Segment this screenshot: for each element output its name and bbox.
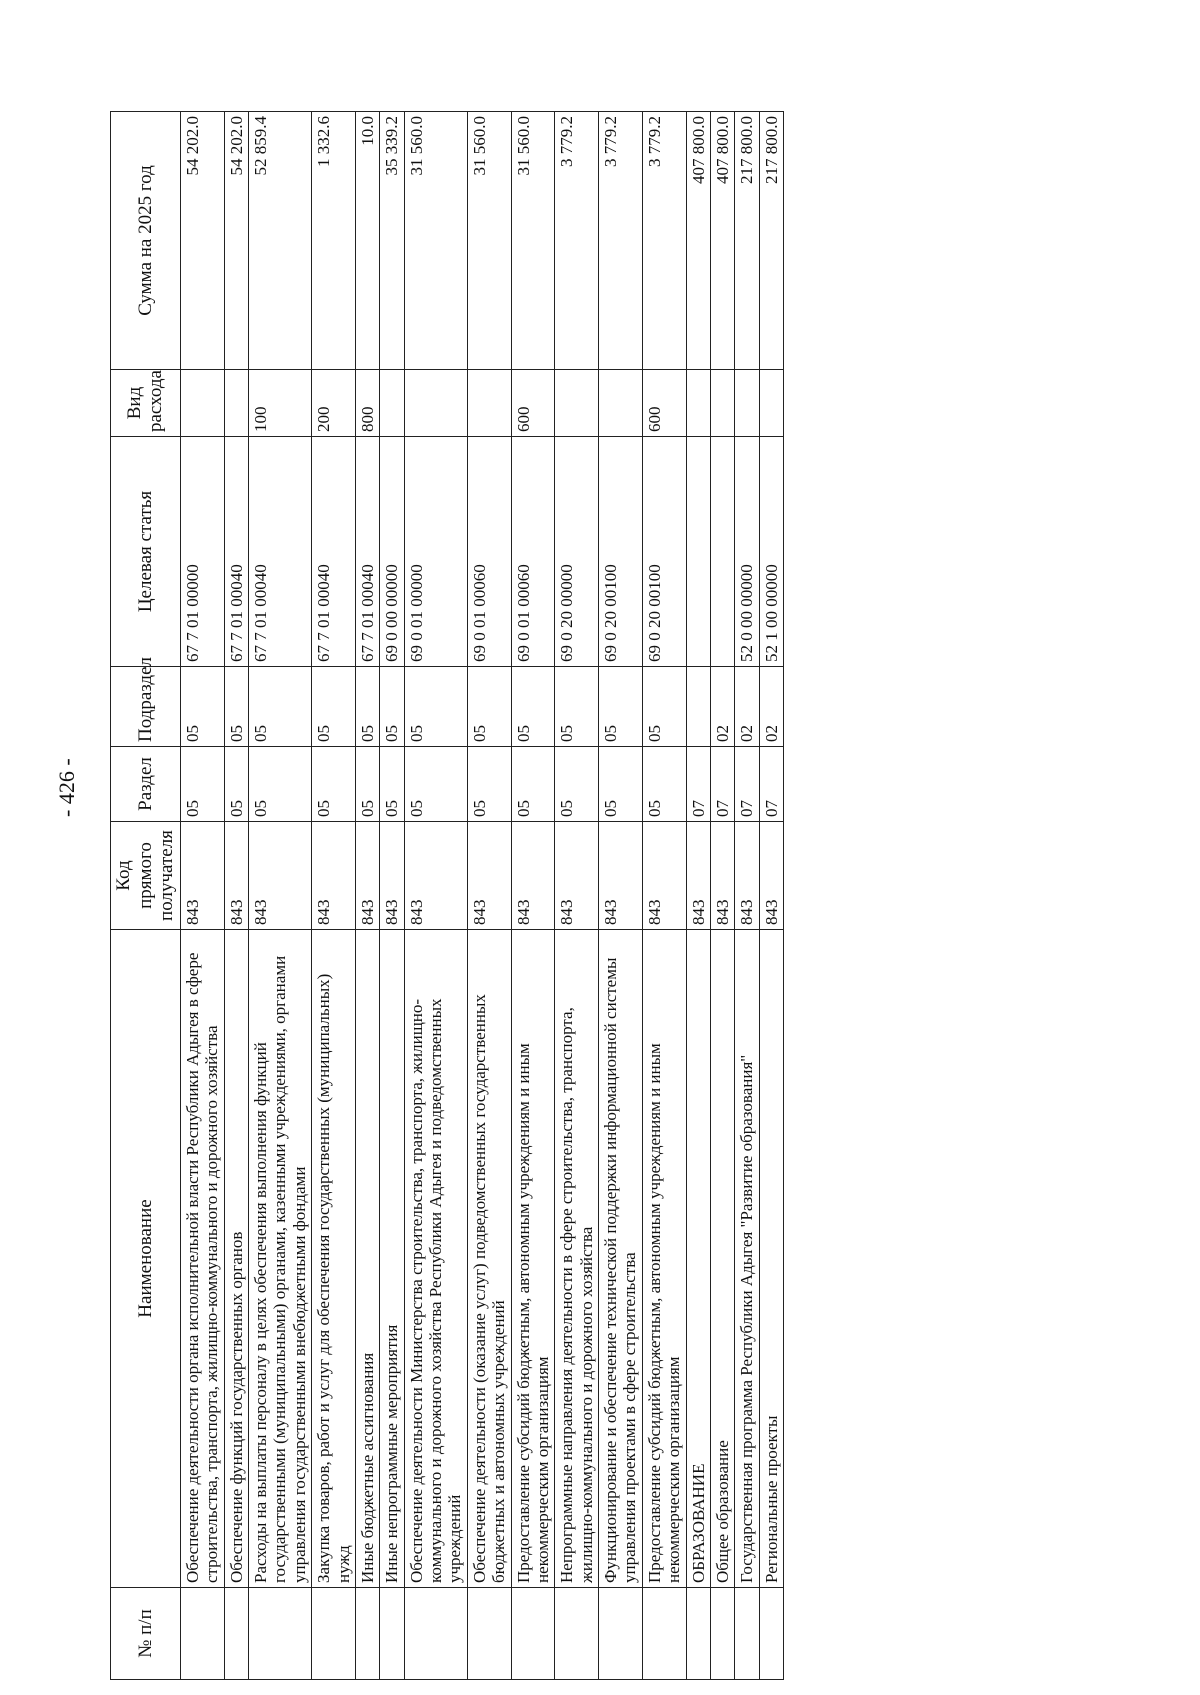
header-code: Код прямого получателя [111,822,181,930]
cell-target: 67 7 01 00040 [249,437,312,667]
cell-sum: 407 800.0 [710,112,734,370]
cell-num [312,1588,356,1680]
cell-subsection: 05 [249,667,312,747]
cell-code: 843 [404,822,467,930]
cell-expense [710,370,734,437]
cell-code: 843 [759,822,783,930]
cell-target: 67 7 01 00040 [312,437,356,667]
cell-sum: 31 560.0 [511,112,555,370]
cell-num [467,1588,511,1680]
header-section: Раздел [111,747,181,822]
cell-expense [599,370,643,437]
table-row [511,112,555,1680]
cell-sum: 3 779.2 [555,112,599,370]
cell-section: 05 [312,747,356,822]
cell-subsection: 05 [642,667,686,747]
cell-subsection: 02 [710,667,734,747]
cell-section: 05 [180,747,224,822]
cell-sum: 52 859.4 [249,112,312,370]
cell-target: 69 0 01 00000 [404,437,467,667]
cell-num [710,1588,734,1680]
cell-num [180,1588,224,1680]
cell-num [511,1588,555,1680]
table-row [355,112,379,1680]
cell-subsection: 05 [599,667,643,747]
cell-name: Обеспечение деятельности Министерства строительства, транспорта, жилищно-коммунального и дорожного хозяйства Республики Адыгея и подведомственных учреждений [404,930,467,1588]
cell-sum: 3 779.2 [599,112,643,370]
cell-sum: 35 339.2 [380,112,404,370]
cell-name: Обеспечение функций государственных органов [224,930,248,1588]
cell-sum: 31 560.0 [404,112,467,370]
cell-subsection: 05 [555,667,599,747]
cell-target: 67 7 01 00040 [224,437,248,667]
cell-name: Общее образование [710,930,734,1588]
cell-section: 05 [642,747,686,822]
cell-target: 69 0 00 00000 [380,437,404,667]
cell-target: 69 0 20 00100 [599,437,643,667]
cell-name: Иные бюджетные ассигнования [355,930,379,1588]
cell-expense [467,370,511,437]
cell-subsection: 05 [312,667,356,747]
cell-subsection: 05 [355,667,379,747]
cell-section: 07 [710,747,734,822]
cell-subsection [686,667,710,747]
table-row [467,112,511,1680]
cell-expense [224,370,248,437]
header-name: Наименование [111,930,181,1588]
cell-sum: 54 202.0 [224,112,248,370]
cell-expense [380,370,404,437]
table-row [180,112,224,1680]
cell-section: 05 [355,747,379,822]
cell-expense: 200 [312,370,356,437]
cell-code: 843 [642,822,686,930]
page-number: - 426 - [54,758,79,817]
table-row [404,112,467,1680]
cell-num [759,1588,783,1680]
cell-sum: 3 779.2 [642,112,686,370]
table-row [599,112,643,1680]
rotated-table-container [110,112,1070,1680]
cell-section: 05 [249,747,312,822]
cell-num [355,1588,379,1680]
cell-target: 67 7 01 00040 [355,437,379,667]
cell-target: 69 0 01 00060 [511,437,555,667]
cell-target [686,437,710,667]
cell-target: 69 0 20 00100 [642,437,686,667]
header-target: Целевая статья [111,437,181,667]
cell-num [380,1588,404,1680]
cell-section: 07 [735,747,759,822]
cell-code: 843 [555,822,599,930]
cell-section: 05 [511,747,555,822]
table-row [224,112,248,1680]
cell-section: 05 [404,747,467,822]
table-row [735,112,759,1680]
cell-expense [686,370,710,437]
table-row [642,112,686,1680]
cell-sum: 10.0 [355,112,379,370]
table-row [686,112,710,1680]
table-row [555,112,599,1680]
cell-expense [404,370,467,437]
cell-sum: 1 332.6 [312,112,356,370]
cell-expense [555,370,599,437]
cell-target: 69 0 20 00000 [555,437,599,667]
cell-name: Предоставление субсидий бюджетным, автономным учреждениям и иным некоммерческим организациям [642,930,686,1588]
cell-target [710,437,734,667]
cell-sum: 217 800.0 [759,112,783,370]
cell-expense: 100 [249,370,312,437]
cell-subsection: 05 [467,667,511,747]
cell-sum: 217 800.0 [735,112,759,370]
cell-code: 843 [380,822,404,930]
cell-expense: 600 [642,370,686,437]
cell-subsection: 02 [735,667,759,747]
cell-sum: 31 560.0 [467,112,511,370]
cell-code: 843 [467,822,511,930]
cell-subsection: 05 [511,667,555,747]
cell-name: Предоставление субсидий бюджетным, автономным учреждениям и иным некоммерческим организациям [511,930,555,1588]
table-row [380,112,404,1680]
cell-section: 05 [224,747,248,822]
cell-section: 05 [380,747,404,822]
cell-target: 67 7 01 00000 [180,437,224,667]
table-row [249,112,312,1680]
cell-section: 05 [467,747,511,822]
cell-name: Обеспечение деятельности (оказание услуг) подведомственных государственных бюджетных и автономных учреждений [467,930,511,1588]
cell-target: 69 0 01 00060 [467,437,511,667]
cell-name: Региональные проекты [759,930,783,1588]
cell-name: Закупка товаров, работ и услуг для обеспечения государственных (муниципальных) нужд [312,930,356,1588]
cell-num [224,1588,248,1680]
cell-sum: 407 800.0 [686,112,710,370]
cell-section: 05 [599,747,643,822]
cell-section: 05 [555,747,599,822]
cell-sum: 54 202.0 [180,112,224,370]
cell-code: 843 [599,822,643,930]
cell-num [599,1588,643,1680]
cell-code: 843 [224,822,248,930]
cell-expense: 800 [355,370,379,437]
cell-name: Расходы на выплаты персоналу в целях обеспечения выполнения функций государственными (муниципальными) органами, казенными учреждениями, органами управления государственными внебюджетными фондами [249,930,312,1588]
cell-code: 843 [710,822,734,930]
cell-code: 843 [180,822,224,930]
cell-expense: 600 [511,370,555,437]
table-row [312,112,356,1680]
cell-name: Государственная программа Республики Адыгея "Развитие образования" [735,930,759,1588]
cell-target: 52 1 00 00000 [759,437,783,667]
cell-subsection: 05 [180,667,224,747]
header-sum: Сумма на 2025 год [111,112,181,370]
cell-num [735,1588,759,1680]
cell-subsection: 05 [224,667,248,747]
budget-table [110,111,784,1680]
cell-subsection: 05 [380,667,404,747]
cell-subsection: 02 [759,667,783,747]
cell-section: 07 [686,747,710,822]
cell-num [249,1588,312,1680]
header-expense: Вид расхода [111,370,181,437]
cell-target: 52 0 00 00000 [735,437,759,667]
cell-num [555,1588,599,1680]
cell-expense [735,370,759,437]
cell-code: 843 [735,822,759,930]
cell-code: 843 [249,822,312,930]
cell-expense [180,370,224,437]
cell-code: 843 [511,822,555,930]
table-row [710,112,734,1680]
header-num: № п/п [111,1588,181,1680]
cell-name: Функционирование и обеспечение технической поддержки информационной системы управления проектами в сфере строительства [599,930,643,1588]
cell-name: Непрограммные направления деятельности в сфере строительства, транспорта, жилищно-коммунального и дорожного хозяйства [555,930,599,1588]
cell-name: Обеспечение деятельности органа исполнительной власти Республики Адыгея в сфере строительства, транспорта, жилищно-коммунального и дорожного хозяйства [180,930,224,1588]
cell-name: ОБРАЗОВАНИЕ [686,930,710,1588]
table-header-row [111,112,181,1680]
cell-num [642,1588,686,1680]
cell-name: Иные непрограммные мероприятия [380,930,404,1588]
cell-code: 843 [355,822,379,930]
table-row [759,112,783,1680]
cell-num [404,1588,467,1680]
header-subsection: Подраздел [111,667,181,747]
cell-subsection: 05 [404,667,467,747]
cell-section: 07 [759,747,783,822]
cell-num [686,1588,710,1680]
cell-expense [759,370,783,437]
cell-code: 843 [686,822,710,930]
cell-code: 843 [312,822,356,930]
